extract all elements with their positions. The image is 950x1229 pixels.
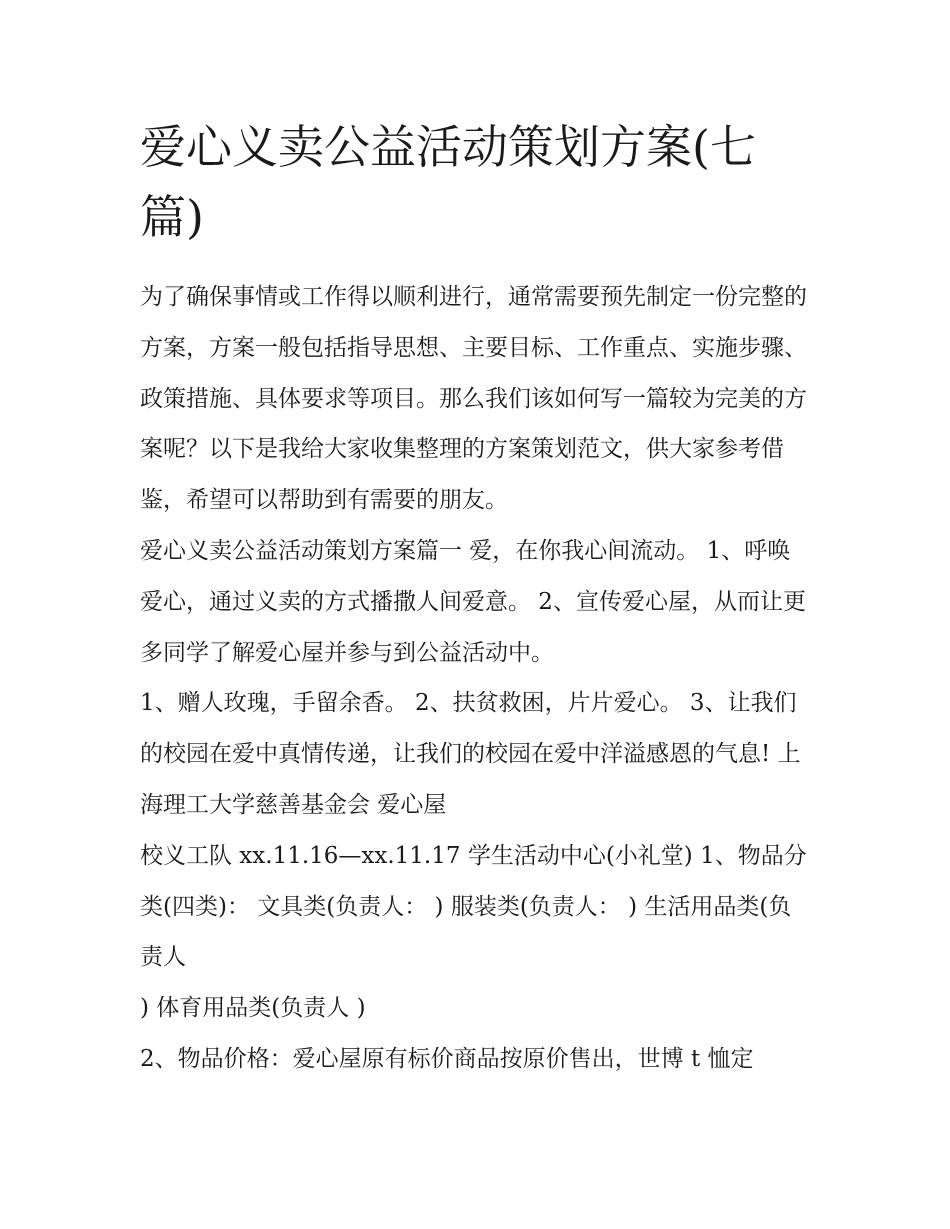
paragraph-intro: 为了确保事情或工作得以顺利进行，通常需要预先制定一份完整的方案，方案一般包括指导思想、主要目标、工作重点、实施步骤、政策措施、具体要求等项目。那么我们该如何写一篇较为完美的方案呢？以下是我给大家收集整理的方案策划范文，供大家参考借鉴，希望可以帮助到有需要的朋友。 <box>140 284 807 514</box>
paragraph-slogans: 1、赠人玫瑰，手留余香。 2、扶贫救困，片片爱心。 3、让我们的校园在爱中真情传递，让我们的校园在爱中洋溢感恩的气息! 上海理工大学慈善基金会 爱心屋 <box>140 690 801 818</box>
document-title: 爱心义卖公益活动策划方案(七篇) <box>140 120 756 244</box>
paragraph-pricing: 2、物品价格：爱心屋原有标价商品按原价售出，世博 t 恤定 <box>140 1045 754 1072</box>
document-body <box>140 112 812 1085</box>
paragraph-sports-goods: ) 体育用品类(负责人 ) <box>140 995 366 1022</box>
paragraph-theme: 爱心义卖公益活动策划方案篇一 爱，在你我心间流动。 1、呼唤爱心，通过义卖的方式播撒人间爱意。 2、宣传爱心屋，从而让更多同学了解爱心屋并参与到公益活动中。 <box>140 537 806 666</box>
paragraph-time-place: 校义工队 xx.11.16—xx.11.17 学生活动中心(小礼堂) 1、物品分类(四类)： 文具类(负责人： ) 服装类(负责人： ) 生活用品类(负责人 <box>140 842 807 971</box>
